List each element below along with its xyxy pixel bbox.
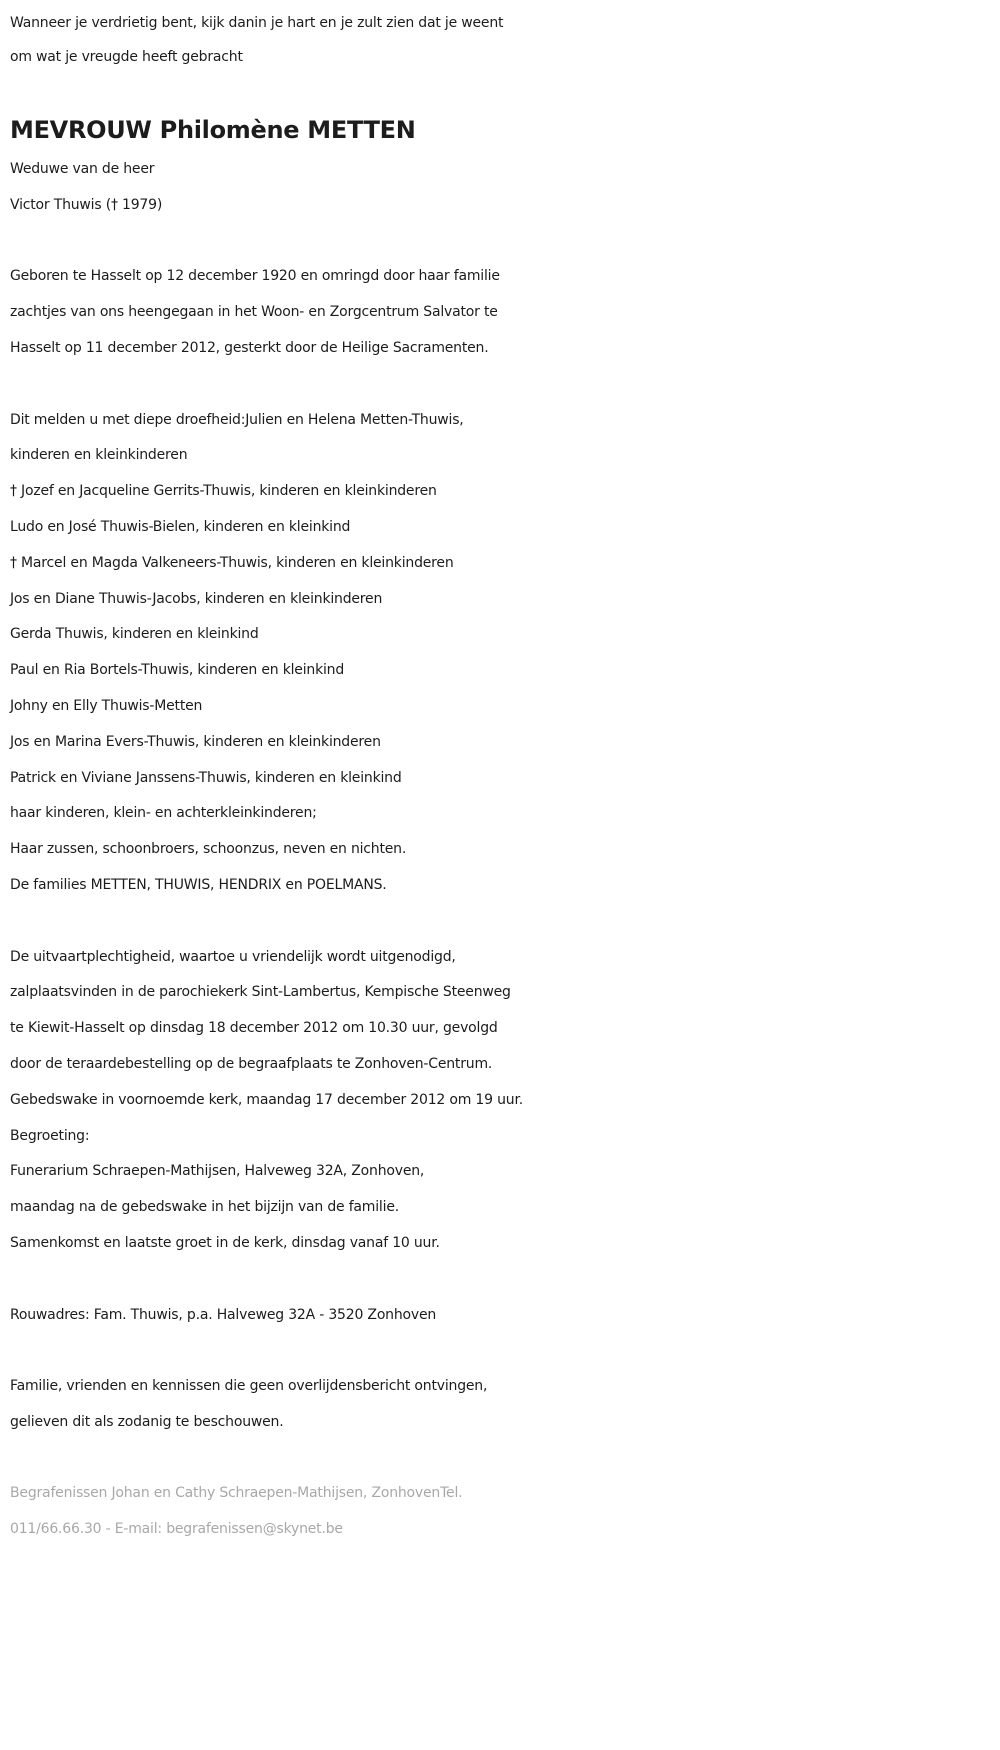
funeral-home-footer — [10, 1476, 990, 1548]
ceremony-line: door de teraardebestelling op de begraafplaats te Zonhoven-Centrum. — [10, 1055, 493, 1072]
mourner-line: Jos en Diane Thuwis-Jacobs, kinderen en kleinkinderen — [10, 590, 383, 607]
mourner-line: Patrick en Viviane Janssens-Thuwis, kinderen en kleinkind — [10, 769, 402, 786]
footer-line: Begrafenissen Johan en Cathy Schraepen-Mathijsen, ZonhovenTel. — [10, 1485, 463, 1502]
mourner-line: De families METTEN, THUWIS, HENDRIX en POELMANS. — [10, 876, 387, 893]
ceremony-line: te Kiewit-Hasselt op dinsdag 18 december 2012 om 10.30 uur, gevolgd — [10, 1020, 498, 1037]
quote-line: Wanneer je verdrietig bent, kijk danin je hart en je zult zien dat je weent — [10, 15, 504, 31]
mourner-line: Johny en Elly Thuwis-Metten — [10, 697, 203, 714]
ceremony-line: Funerarium Schraepen-Mathijsen, Halveweg 32A, Zonhoven, — [10, 1163, 425, 1180]
ceremony-line: De uitvaartplechtigheid, waartoe u vriendelijk wordt uitgenodigd, — [10, 948, 456, 965]
ceremony-line: Gebedswake in voornoemde kerk, maandag 17 december 2012 om 19 uur. — [10, 1091, 523, 1108]
mourner-line: Dit melden u met diepe droefheid:Julien en Helena Metten-Thuwis, — [10, 411, 464, 428]
mourner-line: Jos en Marina Evers-Thuwis, kinderen en kleinkinderen — [10, 733, 381, 750]
mourner-line: † Jozef en Jacqueline Gerrits-Thuwis, kinderen en kleinkinderen — [10, 483, 437, 500]
relation-line: Victor Thuwis († 1979) — [10, 196, 163, 213]
widow-of-block — [10, 152, 990, 224]
notice-paragraph — [10, 1369, 990, 1441]
mourning-address — [10, 1298, 990, 1334]
paragraph-line: Geboren te Hasselt op 12 december 1920 en omringd door haar familie — [10, 268, 500, 285]
mourner-line: Gerda Thuwis, kinderen en kleinkind — [10, 626, 259, 643]
ceremony-paragraph — [10, 940, 990, 1262]
mourner-line: haar kinderen, klein- en achterkleinkinderen; — [10, 805, 317, 822]
ceremony-line: Begroeting: — [10, 1127, 90, 1144]
ceremony-line: maandag na de gebedswake in het bijzijn van de familie. — [10, 1199, 399, 1216]
notice-line: gelieven dit als zodanig te beschouwen. — [10, 1413, 284, 1430]
birth-death-paragraph — [10, 259, 990, 366]
opening-quote — [10, 6, 990, 74]
paragraph-line: zachtjes van ons heengegaan in het Woon- en Zorgcentrum Salvator te — [10, 304, 498, 321]
mourner-line: Haar zussen, schoonbroers, schoonzus, neven en nichten. — [10, 841, 407, 858]
mourner-line: † Marcel en Magda Valkeneers-Thuwis, kinderen en kleinkinderen — [10, 554, 454, 571]
address-line: Rouwadres: Fam. Thuwis, p.a. Halveweg 32A - 3520 Zonhoven — [10, 1306, 437, 1323]
mourner-line: Ludo en José Thuwis-Bielen, kinderen en kleinkind — [10, 518, 351, 535]
paragraph-line: Hasselt op 11 december 2012, gesterkt door de Heilige Sacramenten. — [10, 339, 489, 356]
mourners-list — [10, 403, 990, 904]
ceremony-line: Samenkomst en laatste groet in de kerk, dinsdag vanaf 10 uur. — [10, 1234, 440, 1251]
deceased-name: MEVROUW Philomène METTEN — [10, 116, 416, 144]
footer-line: 011/66.66.30 - E-mail: begrafenissen@skynet.be — [10, 1521, 343, 1538]
ceremony-line: zalplaatsvinden in de parochiekerk Sint-Lambertus, Kempische Steenweg — [10, 984, 511, 1001]
mourner-line: Paul en Ria Bortels-Thuwis, kinderen en kleinkind — [10, 662, 345, 679]
mourner-line: kinderen en kleinkinderen — [10, 447, 188, 464]
relation-line: Weduwe van de heer — [10, 161, 155, 177]
quote-line: om wat je vreugde heeft gebracht — [10, 49, 243, 65]
notice-line: Familie, vrienden en kennissen die geen overlijdensbericht ontvingen, — [10, 1378, 488, 1395]
